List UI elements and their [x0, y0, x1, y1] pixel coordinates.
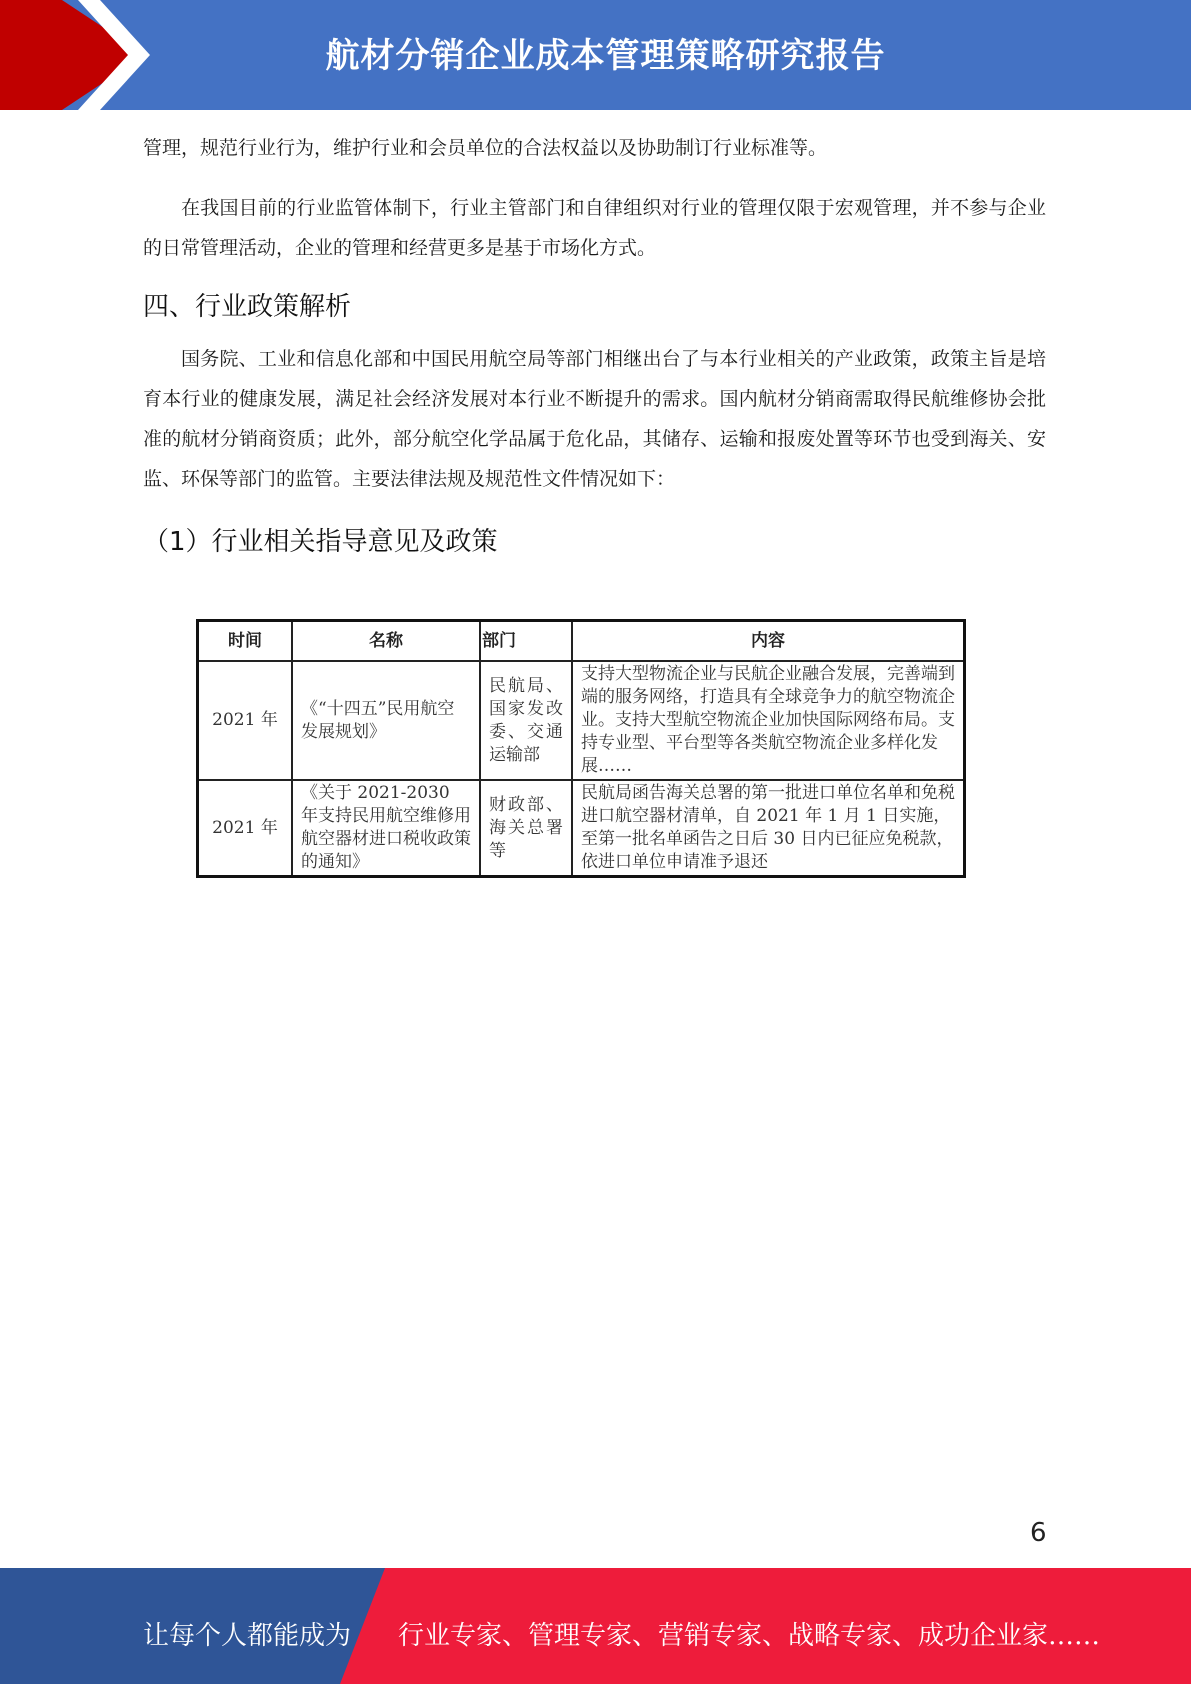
footer-slogan-right: 行业专家、管理专家、营销专家、战略专家、成功企业家……: [398, 1621, 1101, 1651]
page-header: [0, 0, 1191, 110]
cell-dept: 财政部、海关总署等: [480, 780, 572, 877]
cell-time: 2021 年: [198, 780, 293, 877]
column-header-time: 时间: [198, 621, 293, 662]
paragraph: 在我国目前的行业监管体制下，行业主管部门和自律组织对行业的管理仅限于宏观管理，并不参与企业的日常管理活动，企业的管理和经营更多是基于市场化方式。: [143, 197, 1046, 259]
column-header-name: 名称: [292, 621, 480, 662]
paragraph: 国务院、工业和信息化部和中国民用航空局等部门相继出台了与本行业相关的产业政策，政策主旨是培育本行业的健康发展，满足社会经济发展对本行业不断提升的需求。国内航材分销商需取得民航维修协会批准的航材分销商资质；此外，部分航空化学品属于危化品，其储存、运输和报废处置等环节也受到海关、安监、环保等部门的监管。主要法律法规及规范性文件情况如下：: [143, 348, 1046, 490]
cell-time: 2021 年: [198, 661, 293, 780]
table-header-row: [198, 621, 965, 662]
table-row: [198, 780, 965, 877]
column-header-content: 内容: [572, 621, 965, 662]
column-header-dept: 部门: [480, 621, 572, 662]
cell-content: 支持大型物流企业与民航企业融合发展，完善端到端的服务网络，打造具有全球竞争力的航空物流企业。支持大型航空物流企业加快国际网络布局。支持专业型、平台型等各类航空物流企业多样化发展……: [572, 661, 965, 780]
table-row: [198, 661, 965, 780]
cell-dept: 民航局、国家发改委、交通运输部: [480, 661, 572, 780]
section-heading: 四、行业政策解析: [143, 292, 352, 322]
paragraph: 管理，规范行业行为，维护行业和会员单位的合法权益以及协助制订行业标准等。: [143, 137, 828, 159]
main-content: [143, 128, 1046, 558]
cell-content: 民航局函告海关总署的第一批进口单位名单和免税进口航空器材清单，自 2021 年 1 月 1 日实施，至第一批名单函告之日后 30 日内已征应免税款，依进口单位申请准予退还: [572, 780, 965, 877]
page-number: 6: [1030, 1518, 1047, 1548]
cell-name: 《关于 2021-2030 年支持民用航空维修用航空器材进口税收政策的通知》: [292, 780, 480, 877]
cell-name: 《“十四五”民用航空发展规划》: [292, 661, 480, 780]
subsection-heading: （1）行业相关指导意见及政策: [143, 527, 498, 557]
page-footer: [0, 1568, 1191, 1684]
footer-slogan-left: 让每个人都能成为: [143, 1621, 352, 1651]
report-title: 航材分销企业成本管理策略研究报告: [325, 36, 886, 76]
policy-table: [196, 619, 966, 878]
